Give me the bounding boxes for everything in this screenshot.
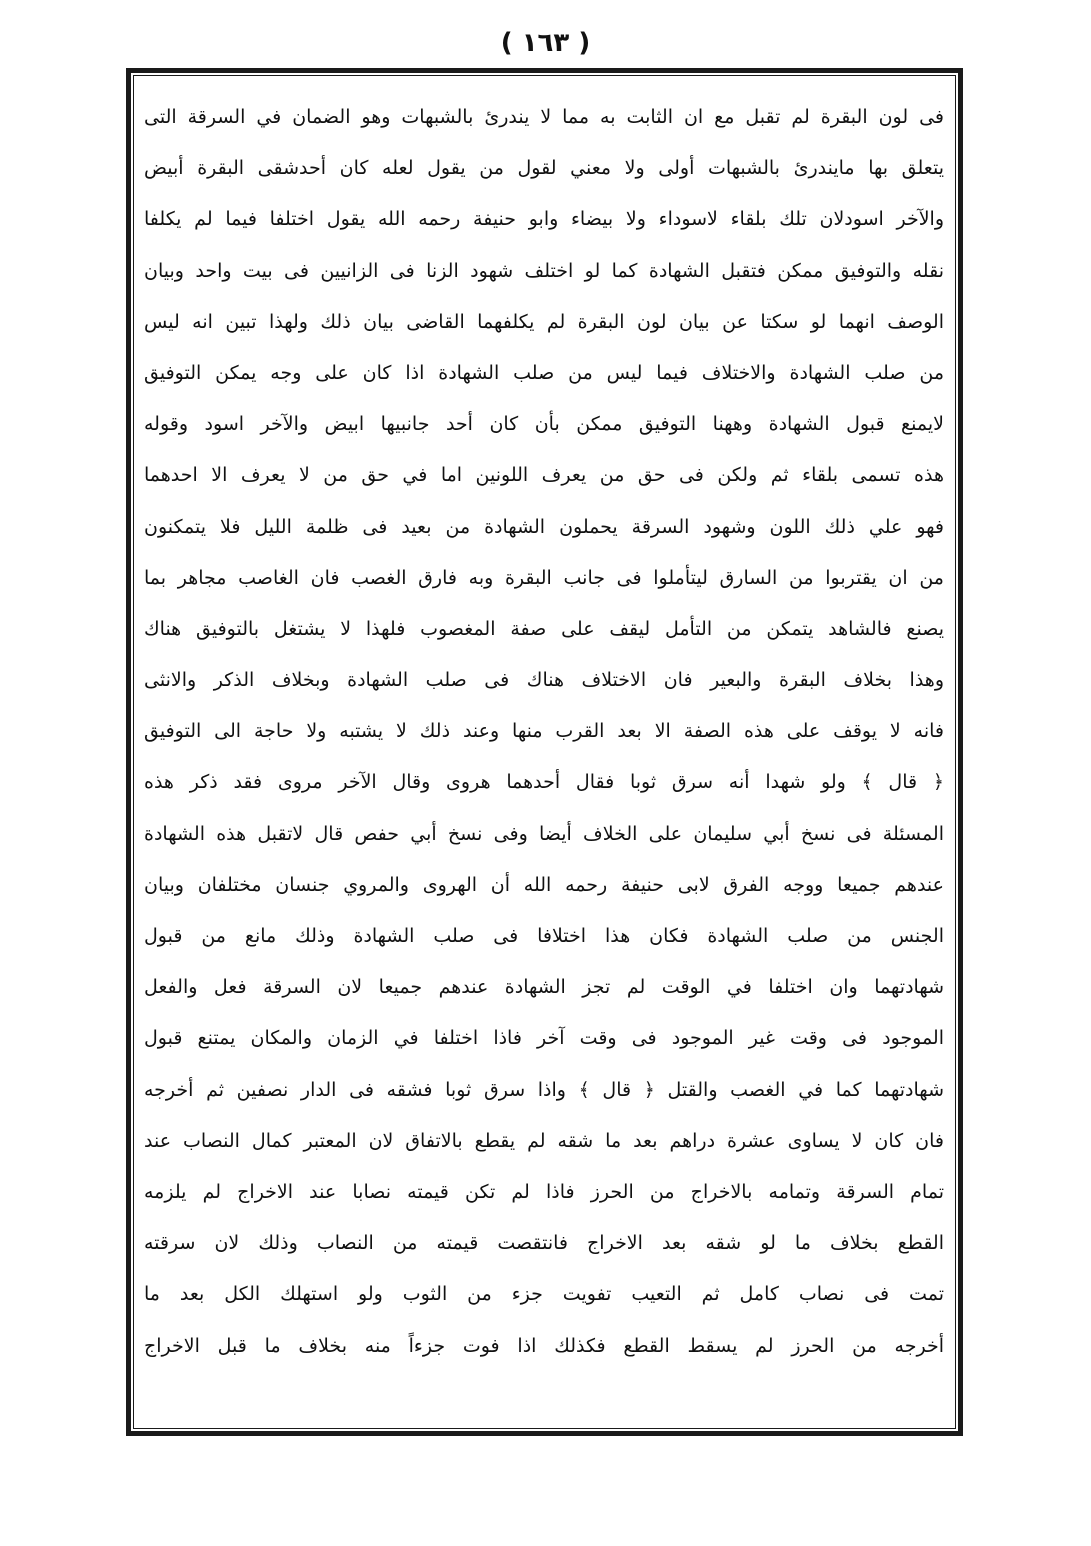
- text-line: تمام السرقة وتمامه بالاخراج من الحرز فاذا لم تكن قيمته نصابا عند الاخراج لم يلزمه: [144, 1180, 944, 1203]
- text-line: شهادتهما كما في الغصب والقتل ﴿ قال ﴾ واذا سرق ثوبا فشقه فى الدار نصفين ثم أخرجه: [144, 1078, 944, 1101]
- text-line: لايمنع قبول الشهادة وههنا التوفيق ممكن بأن كان أحد جانبيها ابيض والآخر اسود وقوله: [144, 413, 944, 436]
- page-number: ( ١٦٣ ): [500, 28, 591, 58]
- text-line: من صلب الشهادة والاختلاف فيما ليس من صلب الشهادة اذا كان على وجه يمكن التوفيق: [144, 361, 944, 384]
- text-line: أخرجه من الحرز لم يسقط القطع فكذلك اذا فوت جزءاً منه بخلاف ما قبل الاخراج: [144, 1334, 944, 1357]
- text-line: تمت فى نصاب كامل ثم التعيب تفويت جزء من الثوب ولو استهلك الكل بعد ما: [144, 1283, 944, 1306]
- body-text: [144, 92, 944, 1422]
- text-line: فانه لا يوقف على هذه الصفة الا بعد القرب منها وعند ذلك لا يشتبه ولا حاجة الى التوفيق: [144, 720, 944, 743]
- text-line: الموجود فى وقت غير الموجود فى وقت آخر فاذا اختلفا في الزمان والمكان يمتنع قبول: [144, 1027, 944, 1050]
- text-line: فان كان لا يساوى عشرة دراهم بعد ما شقه لم يقطع بالاتفاق لان المعتبر كمال النصاب عند: [144, 1129, 944, 1152]
- text-line: فى لون البقرة لم تقبل مع ان الثابت به مما لا يندرئ بالشبهات وهو الضمان في السرقة التى: [144, 106, 944, 128]
- text-line: القطع بخلاف ما لو شقه بعد الاخراج فانتقصت قيمته من النصاب وذلك لان سرقته: [144, 1232, 944, 1255]
- text-line: هذه تسمى بلقاء ثم ولكن فى حق من يعرف اللونين اما في حق من لا يعرف الا احدهما: [144, 464, 944, 487]
- text-line: عندهم جميعا ووجه الفرق لابى حنيفة رحمه الله أن الهروى والمروي جنسان مختلفان وبيان: [144, 873, 944, 896]
- text-line: نقله والتوفيق ممكن فتقبل الشهادة كما لو اختلف شهود الزنا فى الزانيين فى بيت واحد وبيان: [144, 259, 944, 282]
- text-line: يصنع فالشاهد يتمكن من التأمل ليقف على صفة المغصوب فلهذا لا يشتغل بالتوفيق هناك: [144, 617, 944, 640]
- text-line: يتعلق بها مايندرئ بالشبهات أولى ولا معني لقول من يقول لعله كان أحدشقى البقرة أبيض: [144, 157, 944, 180]
- text-line: وهذا بخلاف البقرة والبعير فان الاختلاف هناك فى صلب الشهادة وبخلاف الذكر والانثى: [144, 669, 944, 692]
- text-line: ﴿ قال ﴾ ولو شهدا أنه سرق ثوبا فقال أحدهما هروى وقال الآخر مروى فقد ذكر هذه: [144, 771, 944, 794]
- text-line: المسئلة فى نسخ أبي سليمان على الخلاف أيضا وفى نسخ أبي حفص قال لاتقبل هذه الشهادة: [144, 822, 944, 845]
- text-line: من ان يقتربوا من السارق ليتأملوا فى جانب البقرة وبه فارق الغصب فان الغاصب مجاهر بما: [144, 566, 944, 589]
- text-line: شهادتهما وان اختلفا في الوقت لم تجز الشهادة عندهم جميعا لان السرقة فعل والفعل: [144, 976, 944, 999]
- text-line: الجنس من صلب الشهادة فكان هذا اختلافا فى صلب الشهادة وذلك مانع من قبول: [144, 925, 944, 947]
- text-line: والآخر اسودلان تلك بلقاء لاسوداء ولا بيضاء وابو حنيفة رحمه الله يقول اختلفا فيما لم يكلفا: [144, 208, 944, 231]
- text-line: الوصف انهما لو سكتا عن بيان لون البقرة لم يكلفهما القاضى بيان ذلك ولهذا تبين انه ليس: [144, 310, 944, 333]
- text-line: فهو علي ذلك اللون وشهود السرقة يحملون الشهادة من بعيد فى ظلمة الليل فلا يتمكنون: [144, 515, 944, 538]
